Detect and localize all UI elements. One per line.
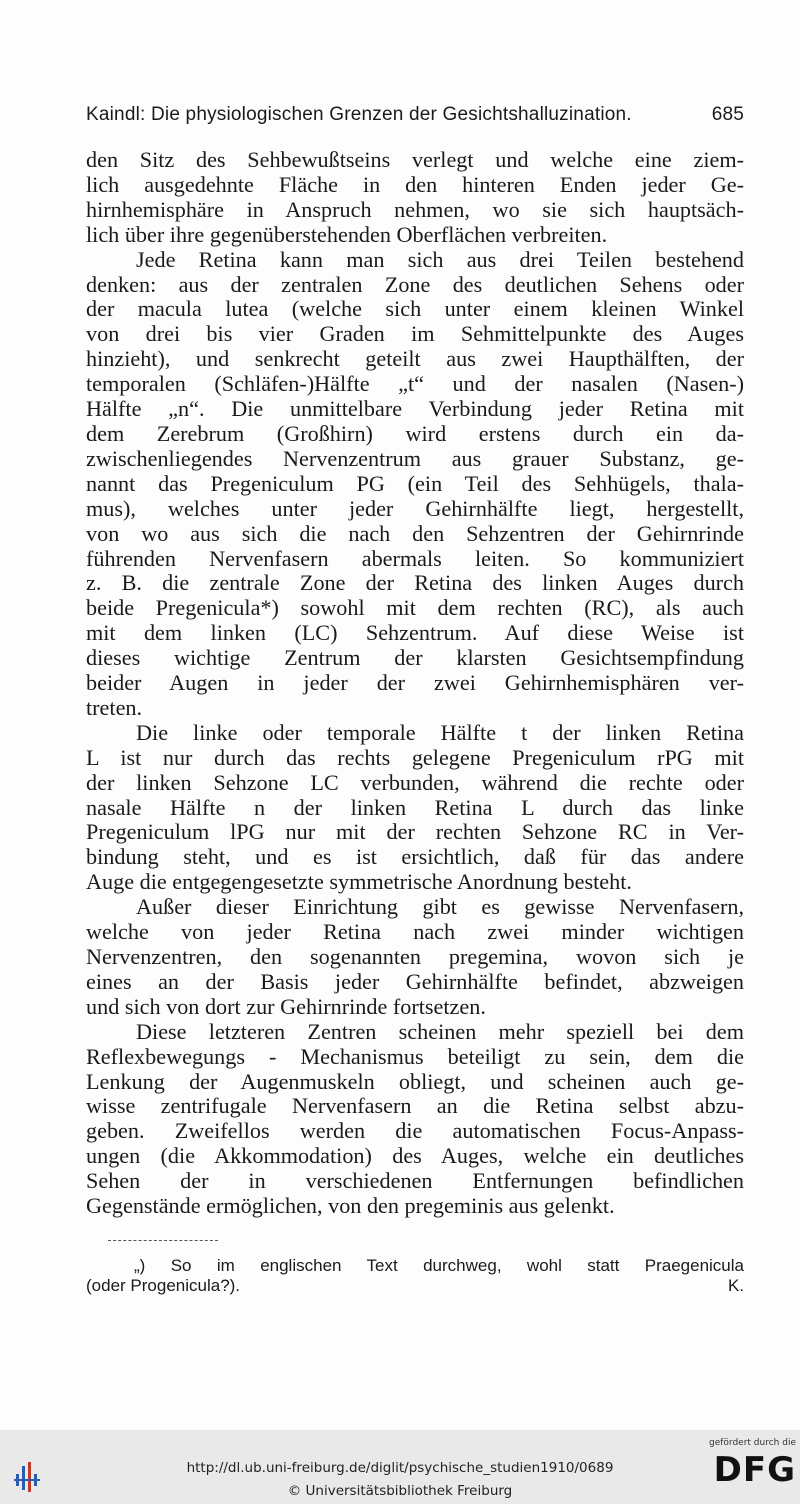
paragraph xyxy=(86,721,744,895)
body-text xyxy=(86,148,744,1219)
text-line: Jede Retina kann man sich aus drei Teilen bestehend xyxy=(136,246,744,272)
text-line: den Sitz des Sehbewußtseins verlegt und welche eine ziem- xyxy=(86,147,744,172)
funder-name: DFG xyxy=(713,1450,796,1490)
text-line: mus), welches unter jeder Gehirnhälfte liegt, hergestellt, xyxy=(86,495,744,521)
funding-note: gefördert durch die xyxy=(709,1438,796,1448)
text-line: Die linke oder temporale Hälfte t der linken Retina xyxy=(136,719,744,745)
text-line: beider Augen in jeder der zwei Gehirnhemisphären ver- xyxy=(86,670,744,696)
text-line: nannt das Pregeniculum PG (ein Teil des Sehhügels, thala- xyxy=(86,470,744,496)
text-line: Sehen der in verschiedenen Entfernungen befindlichen xyxy=(86,1168,744,1194)
text-line: lich über ihre gegenüberstehenden Oberflächen verbreiten. xyxy=(86,221,608,247)
text-line: geben. Zweifellos werden die automatischen Focus-Anpass- xyxy=(86,1118,744,1144)
text-line: eines an der Basis jeder Gehirnhälfte befindet, abzweigen xyxy=(86,968,744,994)
text-line: nasale Hälfte n der linken Retina L durch das linke xyxy=(86,794,744,820)
text-line: Auge die entgegengesetzte symmetrische Anordnung besteht. xyxy=(86,869,632,895)
footnote-line: „) So im englischen Text durchweg, wohl statt Praegenicula xyxy=(134,1256,744,1275)
footnote-separator xyxy=(108,1240,218,1242)
text-line: Hälfte „n“. Die unmittelbare Verbindung jeder Retina mit xyxy=(86,396,744,422)
text-line: Gegenstände ermöglichen, von den pregeminis aus gelenkt. xyxy=(86,1193,615,1219)
header-title: Kaindl: Die physiologischen Grenzen der Gesichtshalluzination. xyxy=(86,104,632,125)
text-line: hirnhemisphäre in Anspruch nehmen, wo sie sich hauptsäch- xyxy=(86,196,744,222)
text-line: zwischenliegendes Nervenzentrum aus grauer Substanz, ge- xyxy=(86,445,744,471)
text-line: Pregeniculum lPG nur mit der rechten Sehzone RC in Ver- xyxy=(86,819,744,845)
page-number: 685 xyxy=(711,104,744,125)
text-line: führenden Nervenfasern abermals leiten. So kommuniziert xyxy=(86,545,744,571)
text-line: Diese letzteren Zentren scheinen mehr speziell bei dem xyxy=(136,1018,744,1044)
running-header xyxy=(86,104,744,126)
viewer-footer xyxy=(0,1430,800,1504)
paragraph xyxy=(86,148,744,248)
text-line: und sich von dort zur Gehirnrinde fortsetzen. xyxy=(86,993,486,1019)
text-line: der linken Sehzone LC verbunden, während die rechte oder xyxy=(86,769,744,795)
text-line: der macula lutea (welche sich unter einem kleinen Winkel xyxy=(86,296,744,322)
text-line: welche von jeder Retina nach zwei minder wichtigen xyxy=(86,919,744,945)
text-line: Nervenzentren, den sogenannten pregemina, wovon sich je xyxy=(86,944,744,969)
text-line: Außer dieser Einrichtung gibt es gewisse Nervenfasern, xyxy=(136,894,744,920)
text-line: bindung steht, und es ist ersichtlich, daß für das andere xyxy=(86,844,744,870)
copyright-notice: © Universitätsbibliothek Freiburg xyxy=(287,1483,513,1499)
paragraph xyxy=(86,248,744,721)
text-line: beide Pregenicula*) sowohl mit dem rechten (RC), als auch xyxy=(86,595,744,621)
text-line: dieses wichtige Zentrum der klarsten Gesichtsempfindung xyxy=(86,645,744,671)
text-line: wisse zentrifugale Nervenfasern an die Retina selbst abzu- xyxy=(86,1093,744,1119)
text-line: hinzieht), und senkrecht geteilt aus zwei Haupthälften, der xyxy=(86,346,744,372)
text-line: von drei bis vier Graden im Sehmittelpunkte des Auges xyxy=(86,321,744,347)
text-line: Lenkung der Augenmuskeln obliegt, und scheinen auch ge- xyxy=(86,1068,744,1094)
text-line: denken: aus der zentralen Zone des deutlichen Sehens oder xyxy=(86,271,744,297)
footnote-signature: K. xyxy=(727,1276,744,1295)
text-line: treten. xyxy=(86,694,143,720)
text-line: temporalen (Schläfen-)Hälfte „t“ und der nasalen (Nasen-) xyxy=(86,371,744,397)
paragraph xyxy=(86,1020,744,1219)
text-line: z. B. die zentrale Zone der Retina des linken Auges durch xyxy=(86,570,744,596)
text-line: dem Zerebrum (Großhirn) wird erstens durch ein da- xyxy=(86,420,744,446)
permalink-url[interactable]: http://dl.ub.uni-freiburg.de/diglit/psychische_studien1910/0689 xyxy=(186,1460,614,1476)
footnote-line: (oder Progenicula?). xyxy=(86,1276,241,1295)
text-line: L ist nur durch das rechts gelegene Pregeniculum rPG mit xyxy=(86,744,744,770)
text-line: Reflexbewegungs - Mechanismus beteiligt zu sein, dem die xyxy=(86,1043,744,1069)
paragraph xyxy=(86,895,744,1020)
footnote xyxy=(86,1256,744,1296)
text-line: von wo aus sich die nach den Sehzentren der Gehirnrinde xyxy=(86,520,744,546)
dfg-logo xyxy=(700,1438,796,1500)
text-line: ungen (die Akkommodation) des Auges, welche ein deutliches xyxy=(86,1143,744,1169)
text-line: mit dem linken (LC) Sehzentrum. Auf diese Weise ist xyxy=(86,620,744,646)
text-line: lich ausgedehnte Fläche in den hinteren Enden jeder Ge- xyxy=(86,171,744,197)
